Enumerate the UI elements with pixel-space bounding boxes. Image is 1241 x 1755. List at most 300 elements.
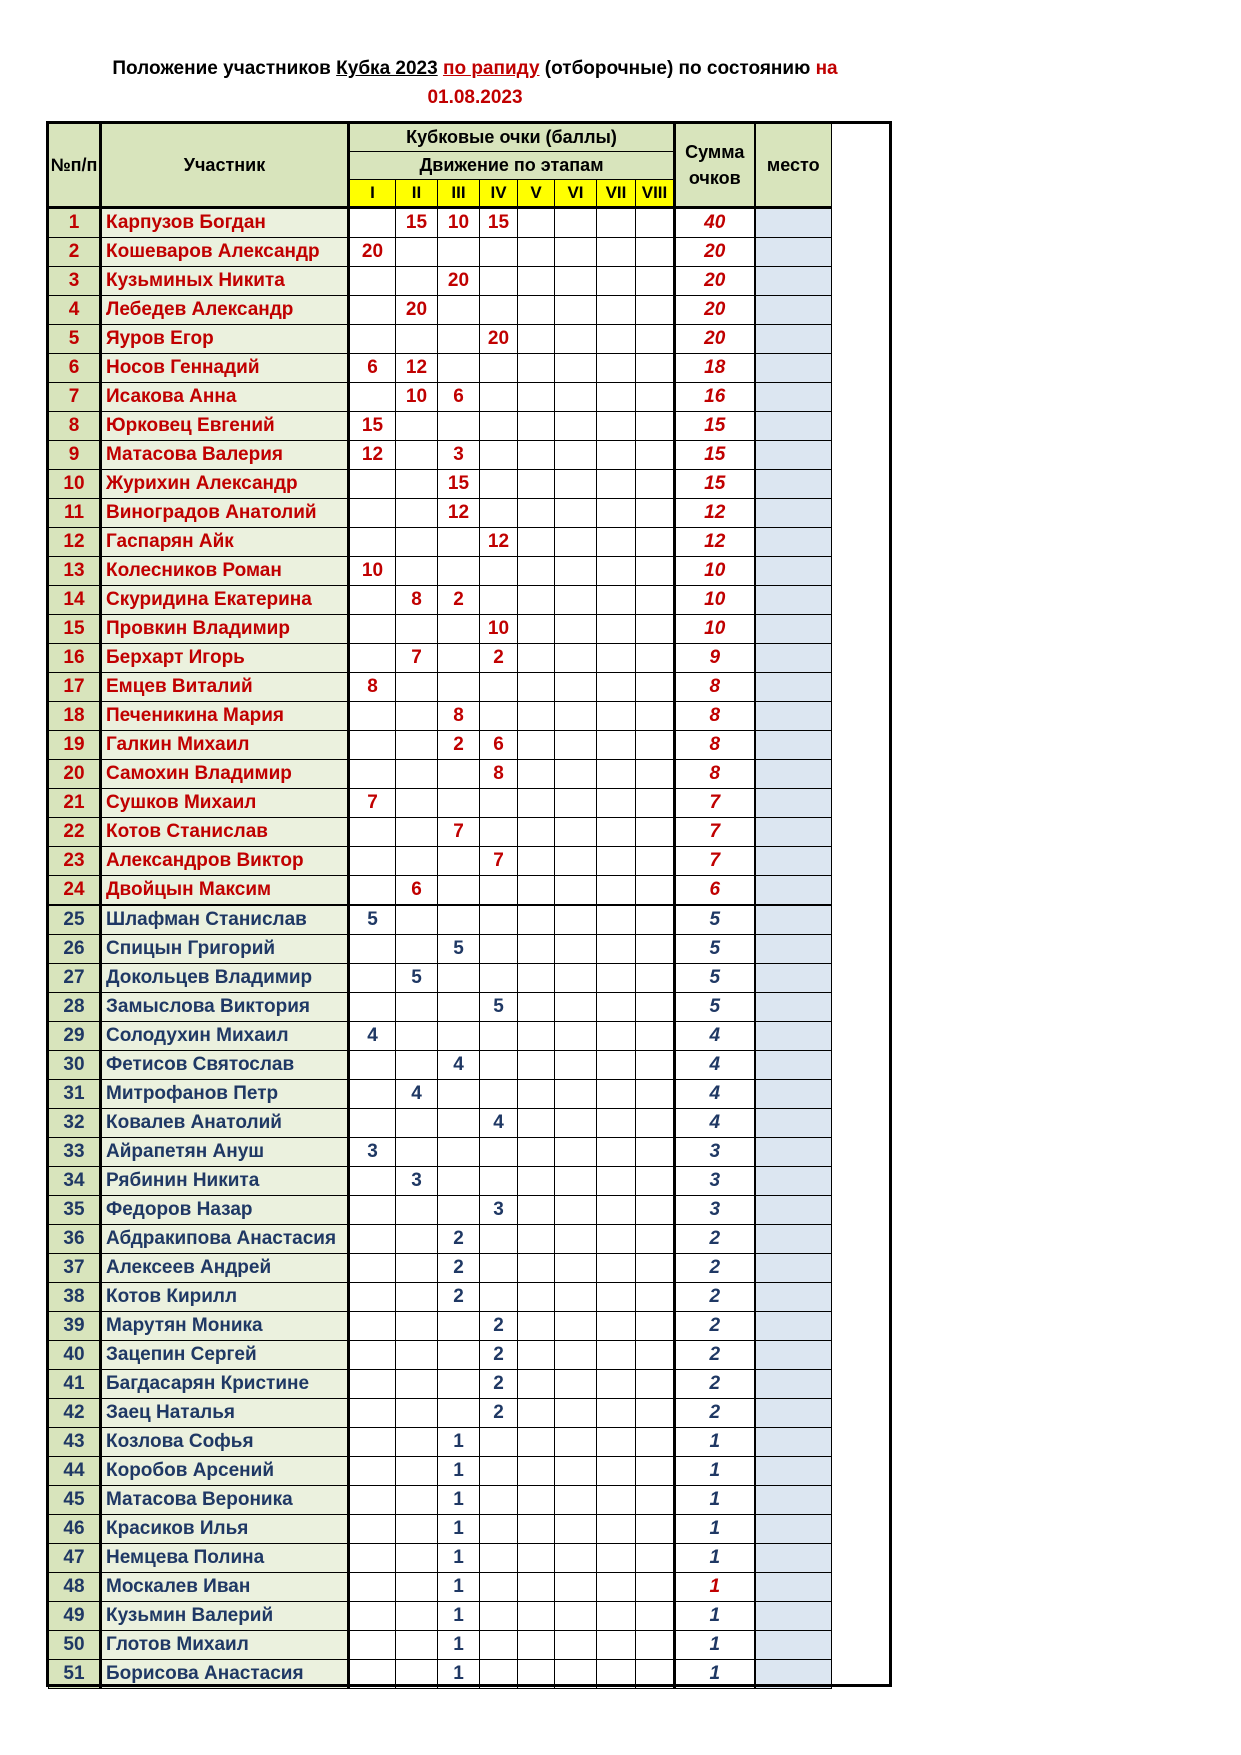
stage-points bbox=[518, 1399, 555, 1428]
stage-points bbox=[555, 702, 597, 731]
stage-points bbox=[636, 557, 675, 586]
stage-points bbox=[396, 1660, 438, 1689]
stage-points bbox=[438, 993, 480, 1022]
stage-points bbox=[438, 847, 480, 876]
stage-points bbox=[518, 528, 555, 557]
stage-points bbox=[555, 964, 597, 993]
stage-points bbox=[480, 238, 518, 267]
points-total: 2 bbox=[675, 1312, 755, 1341]
stage-points bbox=[597, 1283, 636, 1312]
participant-name: Зацепин Сергей bbox=[101, 1341, 349, 1370]
stage-points bbox=[518, 644, 555, 673]
table-row bbox=[49, 1341, 832, 1370]
stage-points bbox=[396, 1428, 438, 1457]
stage-points bbox=[636, 1370, 675, 1399]
row-number: 47 bbox=[49, 1544, 101, 1573]
points-total: 4 bbox=[675, 1080, 755, 1109]
table-row bbox=[49, 557, 832, 586]
stage-header: I bbox=[349, 180, 396, 208]
row-number: 15 bbox=[49, 615, 101, 644]
table-row bbox=[49, 818, 832, 847]
stage-points bbox=[518, 383, 555, 412]
stage-points bbox=[555, 644, 597, 673]
stage-points bbox=[555, 1428, 597, 1457]
stage-points: 8 bbox=[349, 673, 396, 702]
place-cell bbox=[755, 383, 832, 412]
row-number: 19 bbox=[49, 731, 101, 760]
stage-points: 20 bbox=[438, 267, 480, 296]
stage-points: 3 bbox=[480, 1196, 518, 1225]
stage-points bbox=[438, 412, 480, 441]
place-cell bbox=[755, 905, 832, 935]
stage-points: 3 bbox=[349, 1138, 396, 1167]
points-total: 4 bbox=[675, 1051, 755, 1080]
stage-points bbox=[349, 470, 396, 499]
stage-points: 12 bbox=[396, 354, 438, 383]
stage-points bbox=[396, 1515, 438, 1544]
stage-points bbox=[597, 789, 636, 818]
stage-points bbox=[349, 1428, 396, 1457]
stage-points bbox=[597, 1138, 636, 1167]
stage-points bbox=[396, 1196, 438, 1225]
place-cell bbox=[755, 1602, 832, 1631]
stage-points bbox=[555, 1544, 597, 1573]
stage-points bbox=[518, 847, 555, 876]
row-number: 50 bbox=[49, 1631, 101, 1660]
title-na: на bbox=[815, 58, 838, 79]
table-row bbox=[49, 1602, 832, 1631]
points-total: 1 bbox=[675, 1573, 755, 1602]
place-cell bbox=[755, 1428, 832, 1457]
stage-points: 5 bbox=[396, 964, 438, 993]
stage-points bbox=[597, 760, 636, 789]
stage-points bbox=[349, 1254, 396, 1283]
participant-name: Носов Геннадий bbox=[101, 354, 349, 383]
stage-points: 2 bbox=[480, 644, 518, 673]
stage-header: VIII bbox=[636, 180, 675, 208]
stage-points bbox=[396, 1051, 438, 1080]
table-row bbox=[49, 1022, 832, 1051]
stage-points bbox=[396, 557, 438, 586]
stage-points bbox=[518, 673, 555, 702]
row-number: 31 bbox=[49, 1080, 101, 1109]
stage-points bbox=[518, 818, 555, 847]
stage-points bbox=[396, 1602, 438, 1631]
table-row bbox=[49, 528, 832, 557]
table-row bbox=[49, 267, 832, 296]
stage-points bbox=[349, 615, 396, 644]
points-total: 15 bbox=[675, 412, 755, 441]
row-number: 24 bbox=[49, 876, 101, 906]
stage-points bbox=[555, 876, 597, 906]
place-cell bbox=[755, 1544, 832, 1573]
points-total: 20 bbox=[675, 325, 755, 354]
stage-points bbox=[438, 1167, 480, 1196]
stage-points bbox=[518, 1225, 555, 1254]
participant-name: Абдракипова Анастасия bbox=[101, 1225, 349, 1254]
stage-points bbox=[518, 499, 555, 528]
stage-points: 6 bbox=[438, 383, 480, 412]
stage-points bbox=[480, 1631, 518, 1660]
stage-points bbox=[597, 1225, 636, 1254]
row-number: 21 bbox=[49, 789, 101, 818]
stage-points bbox=[555, 354, 597, 383]
stage-points bbox=[349, 499, 396, 528]
stage-points bbox=[396, 731, 438, 760]
stage-points bbox=[555, 1573, 597, 1602]
stage-points bbox=[555, 1602, 597, 1631]
stage-points: 7 bbox=[480, 847, 518, 876]
stage-points bbox=[349, 1399, 396, 1428]
row-number: 36 bbox=[49, 1225, 101, 1254]
points-total: 12 bbox=[675, 528, 755, 557]
stage-points bbox=[636, 702, 675, 731]
stage-points: 2 bbox=[480, 1341, 518, 1370]
row-number: 51 bbox=[49, 1660, 101, 1689]
participant-name: Багдасарян Кристине bbox=[101, 1370, 349, 1399]
table-row bbox=[49, 296, 832, 325]
stage-points: 10 bbox=[396, 383, 438, 412]
stage-points bbox=[636, 1515, 675, 1544]
participant-name: Яуров Егор bbox=[101, 325, 349, 354]
stage-points bbox=[597, 557, 636, 586]
stage-points bbox=[636, 499, 675, 528]
table-row bbox=[49, 1080, 832, 1109]
stage-points bbox=[396, 847, 438, 876]
participant-name: Кузьминых Никита bbox=[101, 267, 349, 296]
stage-points bbox=[438, 789, 480, 818]
place-cell bbox=[755, 1312, 832, 1341]
stage-points bbox=[349, 208, 396, 238]
stage-points bbox=[480, 964, 518, 993]
stage-points: 1 bbox=[438, 1428, 480, 1457]
stage-points bbox=[480, 1573, 518, 1602]
stage-points bbox=[349, 1109, 396, 1138]
stage-points bbox=[555, 1341, 597, 1370]
stage-points bbox=[518, 1138, 555, 1167]
row-number: 30 bbox=[49, 1051, 101, 1080]
stage-points: 2 bbox=[438, 586, 480, 615]
stage-points bbox=[349, 1457, 396, 1486]
stage-points bbox=[597, 1544, 636, 1573]
stage-points: 2 bbox=[438, 731, 480, 760]
stage-points bbox=[349, 876, 396, 906]
stage-points bbox=[480, 905, 518, 935]
row-number: 44 bbox=[49, 1457, 101, 1486]
table-row bbox=[49, 1138, 832, 1167]
stage-points bbox=[597, 354, 636, 383]
points-total: 5 bbox=[675, 935, 755, 964]
stage-points bbox=[480, 702, 518, 731]
stage-points: 4 bbox=[349, 1022, 396, 1051]
place-cell bbox=[755, 354, 832, 383]
row-number: 13 bbox=[49, 557, 101, 586]
stage-points bbox=[480, 1660, 518, 1689]
participant-name: Карпузов Богдан bbox=[101, 208, 349, 238]
stage-points bbox=[349, 296, 396, 325]
stage-points bbox=[636, 1312, 675, 1341]
stage-points bbox=[636, 876, 675, 906]
stage-points: 10 bbox=[349, 557, 396, 586]
stage-points bbox=[396, 1254, 438, 1283]
points-total: 6 bbox=[675, 876, 755, 906]
stage-points bbox=[636, 905, 675, 935]
points-total: 15 bbox=[675, 470, 755, 499]
table-row bbox=[49, 383, 832, 412]
participant-name: Емцев Виталий bbox=[101, 673, 349, 702]
stage-points bbox=[636, 412, 675, 441]
stage-points bbox=[597, 615, 636, 644]
points-total: 7 bbox=[675, 818, 755, 847]
stage-points bbox=[438, 1196, 480, 1225]
place-cell bbox=[755, 1631, 832, 1660]
row-number: 7 bbox=[49, 383, 101, 412]
row-number: 11 bbox=[49, 499, 101, 528]
stage-points bbox=[555, 1486, 597, 1515]
points-total: 1 bbox=[675, 1544, 755, 1573]
place-cell bbox=[755, 586, 832, 615]
stage-points bbox=[349, 1225, 396, 1254]
stage-points bbox=[555, 325, 597, 354]
stage-points bbox=[636, 1486, 675, 1515]
participant-name: Красиков Илья bbox=[101, 1515, 349, 1544]
stage-points bbox=[480, 1051, 518, 1080]
place-cell bbox=[755, 1254, 832, 1283]
stage-points bbox=[518, 1109, 555, 1138]
stage-header: III bbox=[438, 180, 480, 208]
row-number: 10 bbox=[49, 470, 101, 499]
stage-points: 12 bbox=[349, 441, 396, 470]
stage-points: 2 bbox=[480, 1399, 518, 1428]
points-total: 5 bbox=[675, 905, 755, 935]
place-cell bbox=[755, 1080, 832, 1109]
stage-points bbox=[555, 296, 597, 325]
points-total: 20 bbox=[675, 238, 755, 267]
points-total: 3 bbox=[675, 1196, 755, 1225]
stage-points bbox=[597, 499, 636, 528]
stage-points bbox=[597, 964, 636, 993]
stage-points bbox=[636, 383, 675, 412]
stage-points bbox=[396, 1312, 438, 1341]
stage-points bbox=[480, 441, 518, 470]
table-row bbox=[49, 499, 832, 528]
stage-points bbox=[597, 383, 636, 412]
stage-points bbox=[636, 818, 675, 847]
points-total: 20 bbox=[675, 296, 755, 325]
stage-points bbox=[518, 470, 555, 499]
stage-points bbox=[518, 1080, 555, 1109]
stage-header: II bbox=[396, 180, 438, 208]
stage-points bbox=[555, 1660, 597, 1689]
row-number: 14 bbox=[49, 586, 101, 615]
header-sum bbox=[675, 124, 755, 208]
stage-points bbox=[480, 383, 518, 412]
table-row bbox=[49, 325, 832, 354]
place-cell bbox=[755, 702, 832, 731]
stage-points bbox=[597, 1254, 636, 1283]
stage-points bbox=[349, 993, 396, 1022]
stage-points bbox=[396, 1544, 438, 1573]
table-row bbox=[49, 1428, 832, 1457]
title-cup: Кубка 2023 bbox=[336, 58, 438, 79]
title-part1: Положение участников bbox=[112, 58, 337, 79]
participant-name: Замыслова Виктория bbox=[101, 993, 349, 1022]
stage-points bbox=[555, 1080, 597, 1109]
points-total: 5 bbox=[675, 964, 755, 993]
place-cell bbox=[755, 1457, 832, 1486]
stage-points bbox=[480, 935, 518, 964]
stage-points bbox=[597, 1022, 636, 1051]
place-cell bbox=[755, 760, 832, 789]
stage-points bbox=[518, 354, 555, 383]
table-row bbox=[49, 1631, 832, 1660]
row-number: 42 bbox=[49, 1399, 101, 1428]
stage-points bbox=[518, 238, 555, 267]
header-cup-points: Кубковые очки (баллы) bbox=[349, 124, 675, 152]
table-row bbox=[49, 760, 832, 789]
stage-points bbox=[518, 208, 555, 238]
participant-name: Кошеваров Александр bbox=[101, 238, 349, 267]
stage-points: 5 bbox=[480, 993, 518, 1022]
participant-name: Галкин Михаил bbox=[101, 731, 349, 760]
points-total: 7 bbox=[675, 847, 755, 876]
stage-points bbox=[480, 557, 518, 586]
stage-points bbox=[597, 1486, 636, 1515]
stage-points bbox=[636, 1457, 675, 1486]
stage-points: 3 bbox=[396, 1167, 438, 1196]
points-total: 3 bbox=[675, 1138, 755, 1167]
stage-points bbox=[597, 325, 636, 354]
row-number: 43 bbox=[49, 1428, 101, 1457]
stage-header: V bbox=[518, 180, 555, 208]
stage-points: 10 bbox=[438, 208, 480, 238]
place-cell bbox=[755, 876, 832, 906]
stage-points bbox=[518, 1167, 555, 1196]
participant-name: Лебедев Александр bbox=[101, 296, 349, 325]
stage-points bbox=[518, 1022, 555, 1051]
stage-points: 15 bbox=[396, 208, 438, 238]
stage-points bbox=[597, 1341, 636, 1370]
stage-points bbox=[396, 1341, 438, 1370]
participant-name: Самохин Владимир bbox=[101, 760, 349, 789]
table-row bbox=[49, 1544, 832, 1573]
stage-points bbox=[480, 586, 518, 615]
stage-points bbox=[555, 1051, 597, 1080]
row-number: 18 bbox=[49, 702, 101, 731]
row-number: 29 bbox=[49, 1022, 101, 1051]
header-num: №п/п bbox=[49, 124, 101, 208]
standings-table bbox=[48, 123, 832, 1689]
stage-points bbox=[480, 470, 518, 499]
points-total: 1 bbox=[675, 1428, 755, 1457]
stage-points bbox=[518, 1341, 555, 1370]
stage-points bbox=[438, 1341, 480, 1370]
stage-points bbox=[349, 964, 396, 993]
stage-points bbox=[597, 1109, 636, 1138]
stage-points bbox=[555, 267, 597, 296]
points-total: 4 bbox=[675, 1109, 755, 1138]
stage-points bbox=[555, 1457, 597, 1486]
row-number: 40 bbox=[49, 1341, 101, 1370]
stage-points bbox=[636, 586, 675, 615]
stage-points bbox=[636, 644, 675, 673]
stage-points bbox=[438, 615, 480, 644]
stage-points bbox=[555, 993, 597, 1022]
table-row bbox=[49, 238, 832, 267]
stage-points bbox=[438, 1399, 480, 1428]
row-number: 2 bbox=[49, 238, 101, 267]
participant-name: Солодухин Михаил bbox=[101, 1022, 349, 1051]
stage-points bbox=[518, 964, 555, 993]
stage-points bbox=[349, 760, 396, 789]
stage-points bbox=[597, 1573, 636, 1602]
stage-points bbox=[396, 499, 438, 528]
table-row bbox=[49, 1399, 832, 1428]
row-number: 23 bbox=[49, 847, 101, 876]
place-cell bbox=[755, 470, 832, 499]
points-total: 1 bbox=[675, 1660, 755, 1689]
stage-points bbox=[555, 760, 597, 789]
stage-points bbox=[518, 441, 555, 470]
participant-name: Москалев Иван bbox=[101, 1573, 349, 1602]
participant-name: Котов Кирилл bbox=[101, 1283, 349, 1312]
stage-points bbox=[396, 905, 438, 935]
stage-points bbox=[480, 354, 518, 383]
stage-points: 8 bbox=[480, 760, 518, 789]
stage-points bbox=[349, 528, 396, 557]
stage-points bbox=[396, 412, 438, 441]
stage-points bbox=[555, 731, 597, 760]
stage-points: 15 bbox=[349, 412, 396, 441]
participant-name: Печеникина Мария bbox=[101, 702, 349, 731]
stage-points bbox=[438, 238, 480, 267]
stage-points bbox=[438, 964, 480, 993]
place-cell bbox=[755, 1196, 832, 1225]
points-total: 9 bbox=[675, 644, 755, 673]
stage-points bbox=[597, 876, 636, 906]
stage-points: 20 bbox=[480, 325, 518, 354]
stage-points bbox=[636, 1051, 675, 1080]
stage-points bbox=[597, 847, 636, 876]
table-row bbox=[49, 1225, 832, 1254]
stage-points bbox=[438, 528, 480, 557]
table-row bbox=[49, 847, 832, 876]
stage-points bbox=[555, 905, 597, 935]
stage-points bbox=[597, 993, 636, 1022]
stage-points bbox=[396, 789, 438, 818]
place-cell bbox=[755, 1341, 832, 1370]
stage-points bbox=[396, 673, 438, 702]
stage-points bbox=[636, 1196, 675, 1225]
points-total: 7 bbox=[675, 789, 755, 818]
place-cell bbox=[755, 441, 832, 470]
stage-points bbox=[438, 673, 480, 702]
table-row bbox=[49, 964, 832, 993]
table-row bbox=[49, 615, 832, 644]
stage-points: 15 bbox=[438, 470, 480, 499]
row-number: 22 bbox=[49, 818, 101, 847]
place-cell bbox=[755, 935, 832, 964]
stage-points bbox=[480, 789, 518, 818]
points-total: 10 bbox=[675, 557, 755, 586]
stage-points bbox=[349, 644, 396, 673]
stage-points bbox=[349, 1283, 396, 1312]
points-total: 2 bbox=[675, 1254, 755, 1283]
row-number: 27 bbox=[49, 964, 101, 993]
stage-points bbox=[636, 208, 675, 238]
stage-points bbox=[555, 1312, 597, 1341]
stage-points bbox=[438, 1312, 480, 1341]
